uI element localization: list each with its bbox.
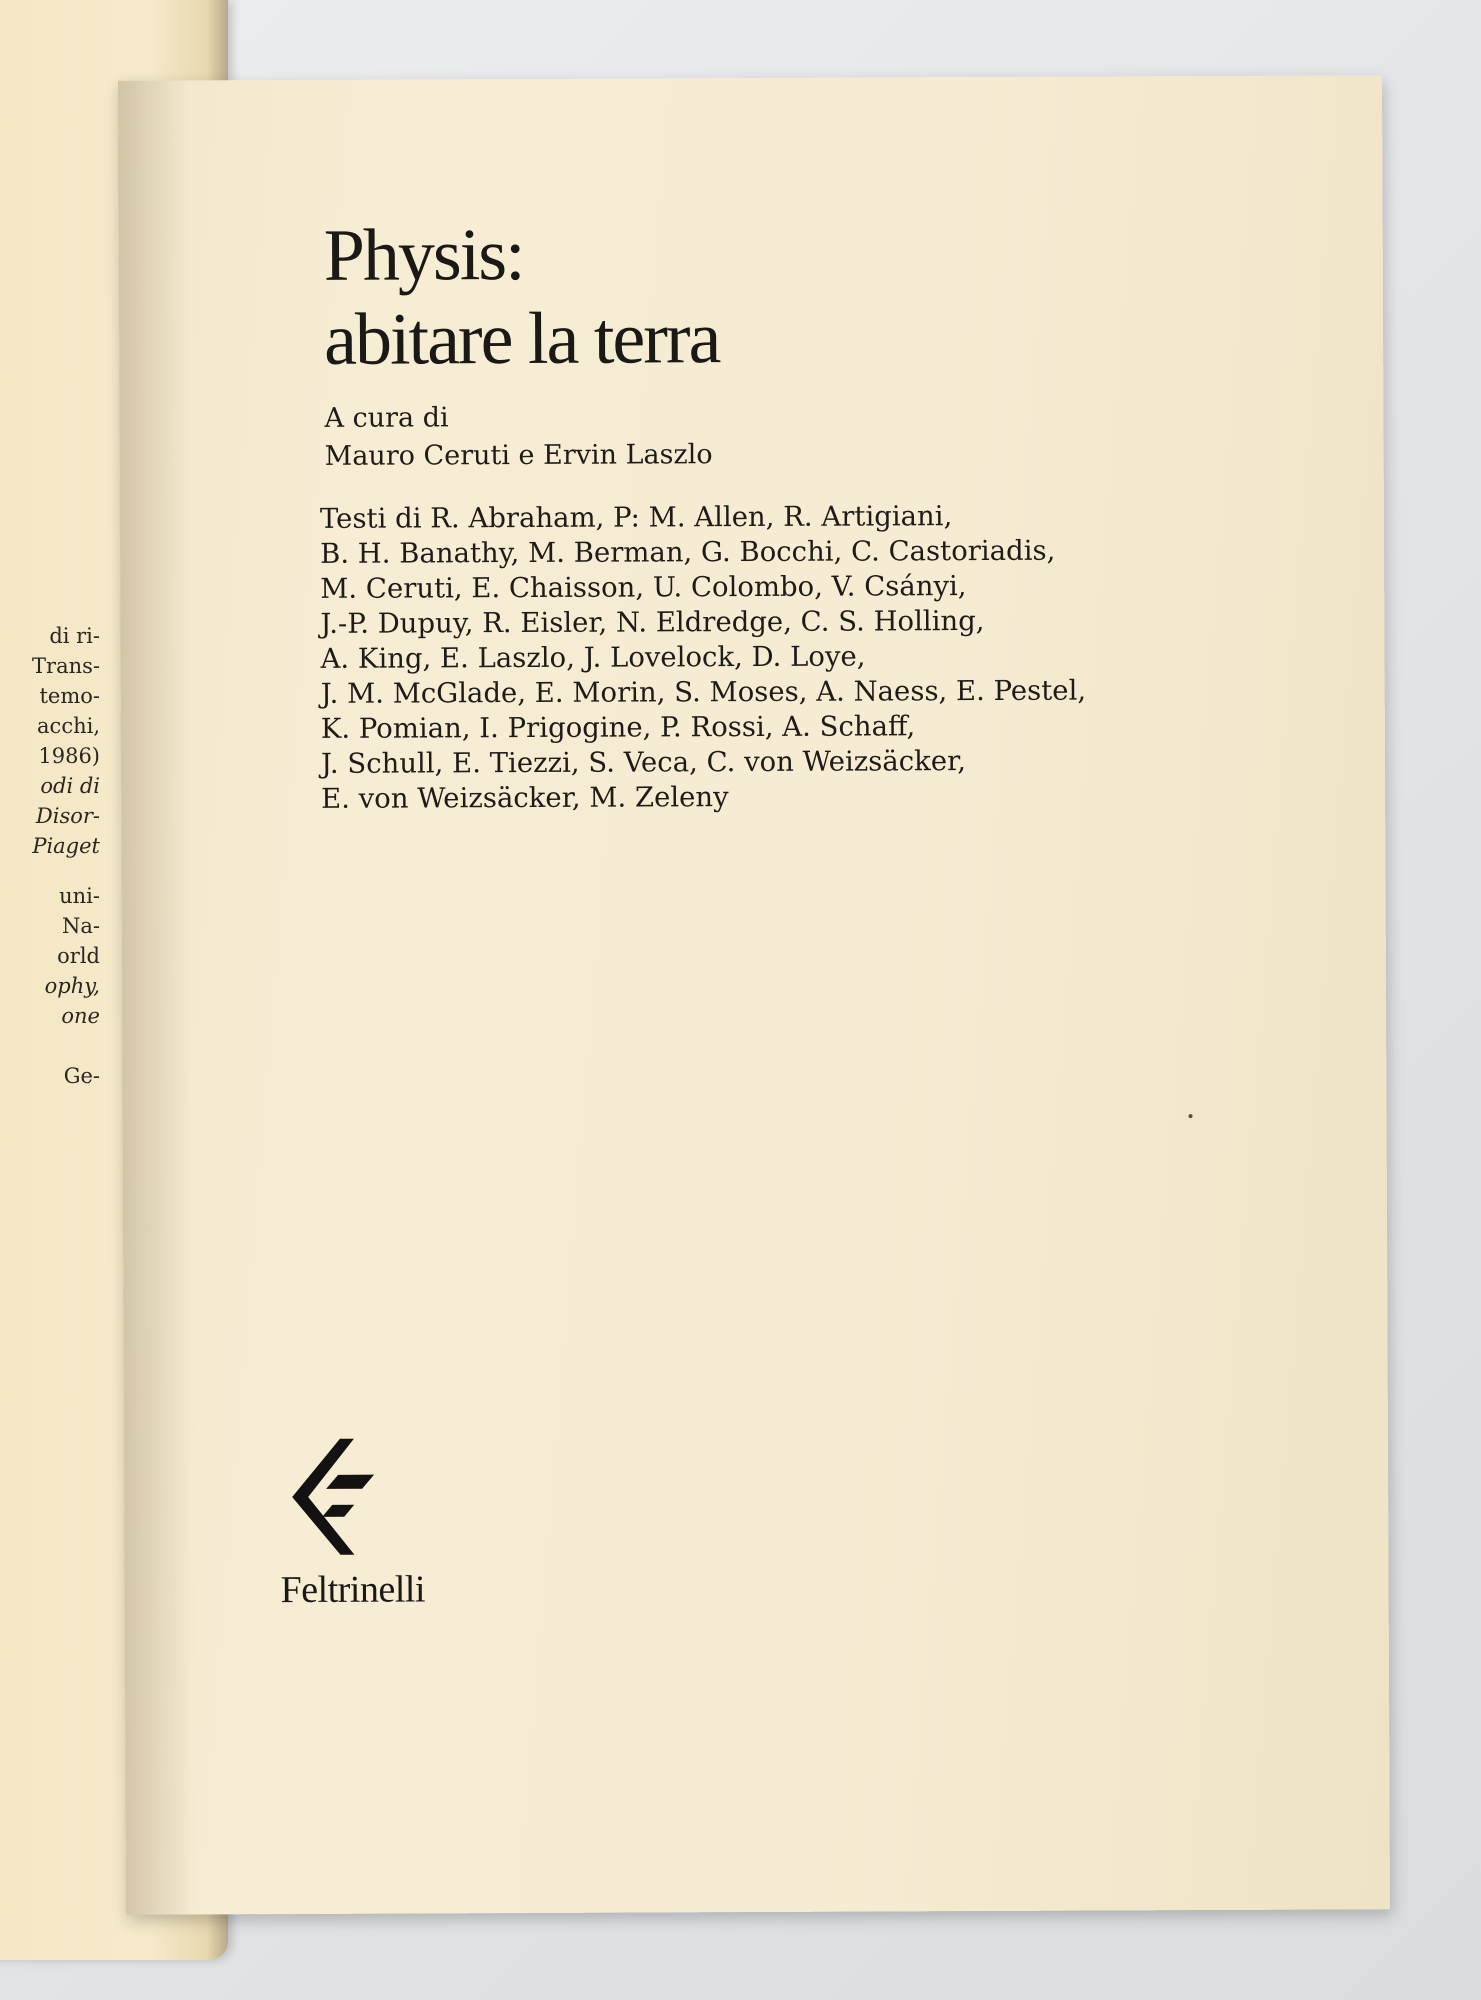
paper-speck	[1189, 1114, 1193, 1118]
left-page-fragment: acchi,	[37, 714, 100, 738]
left-page-fragment: ophy,	[44, 974, 100, 998]
left-page-fragment: Trans-	[32, 654, 100, 678]
contributors-line: J. M. McGlade, E. Morin, S. Moses, A. Naess, E. Pestel,	[320, 674, 1087, 710]
contributors-line: B. H. Banathy, M. Berman, G. Bocchi, C. Castoriadis,	[320, 534, 1056, 570]
contributors-line: E. von Weizsäcker, M. Zeleny	[321, 781, 729, 815]
title-page	[118, 75, 1390, 1914]
contributors-line: A. King, E. Laszlo, J. Lovelock, D. Loye,	[320, 640, 866, 675]
contributors-line: J. Schull, E. Tiezzi, S. Veca, C. von Weizsäcker,	[320, 745, 967, 780]
left-page-fragment: Ge-	[63, 1064, 100, 1088]
editors-names: Mauro Ceruti e Ervin Laszlo	[324, 439, 713, 472]
contributors-list	[320, 498, 1261, 817]
contributors-line: J.-P. Dupuy, R. Eisler, N. Eldredge, C. S. Holling,	[320, 604, 985, 640]
left-page-fragment: 1986)	[38, 744, 100, 768]
left-page-fragment: odi di	[40, 774, 100, 798]
editors-label: A cura di	[324, 402, 449, 434]
book-title	[324, 212, 720, 382]
contributors-line: K. Pomian, I. Prigogine, P. Rossi, A. Schaff,	[320, 710, 916, 745]
title-line-2: abitare la terra	[323, 297, 720, 381]
left-page-fragment: Disor-	[35, 804, 100, 828]
title-line-1: Physis:	[323, 213, 524, 297]
feltrinelli-logo-icon	[282, 1435, 403, 1566]
left-page-fragment: orld	[57, 944, 100, 968]
left-page-fragment: Na-	[62, 914, 100, 938]
left-page-fragment: uni-	[59, 884, 100, 908]
left-page-fragment: temo-	[39, 684, 100, 708]
left-page-fragment: Piaget	[32, 834, 100, 858]
left-page-fragment: one	[61, 1004, 100, 1028]
contributors-line: Testi di R. Abraham, P: M. Allen, R. Artigiani,	[319, 500, 953, 535]
contributors-line: M. Ceruti, E. Chaisson, U. Colombo, V. Csányi,	[320, 570, 967, 605]
gutter-shadow	[118, 80, 196, 1914]
publisher-name: Feltrinelli	[280, 1568, 426, 1612]
left-page-fragment: di ri-	[49, 624, 100, 648]
editors-block	[324, 398, 712, 476]
